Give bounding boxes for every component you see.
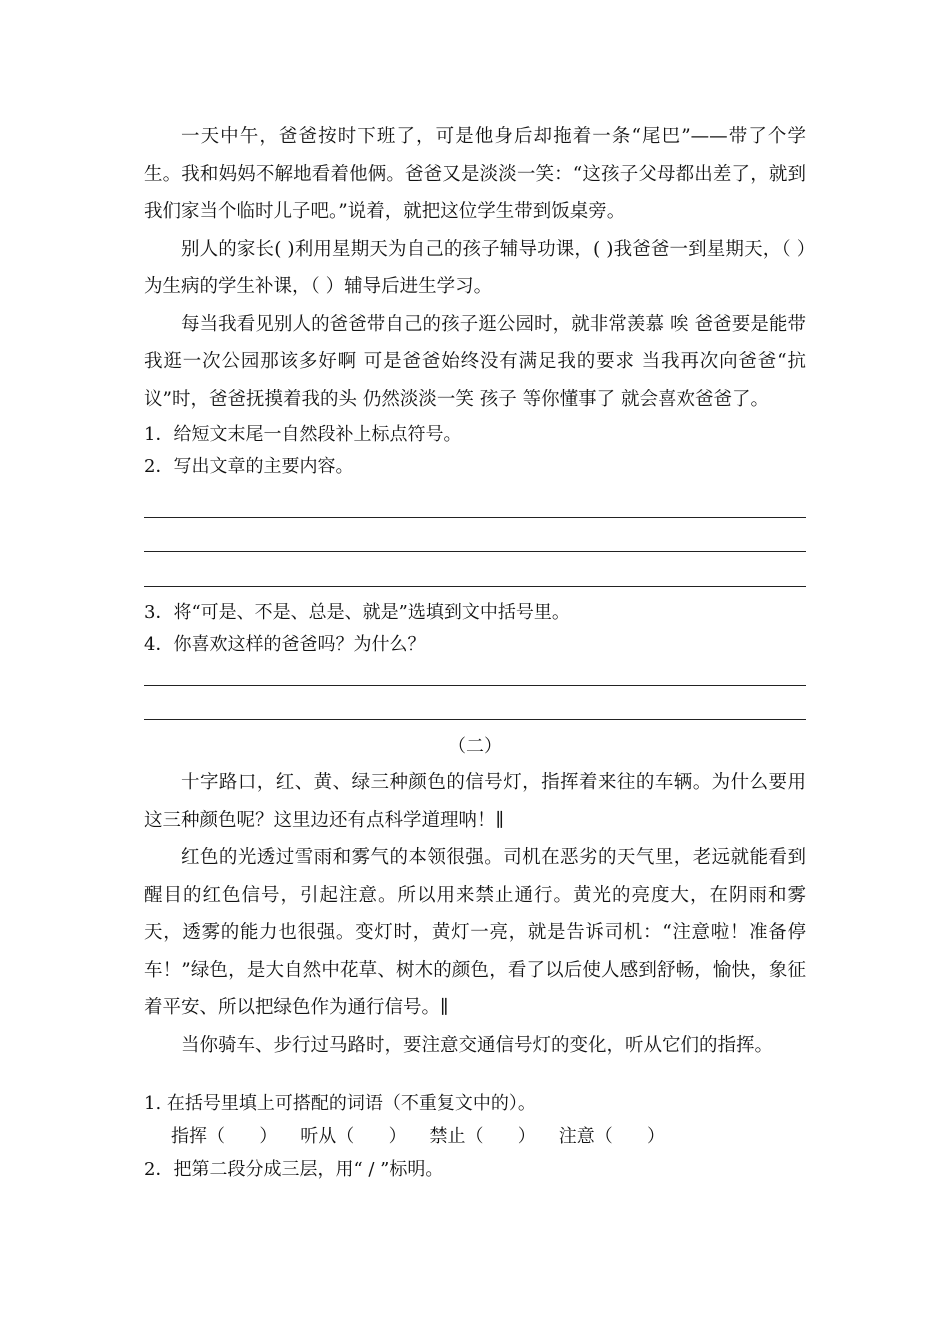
question-3: 3．将“可是、不是、总是、就是”选填到文中括号里。 (144, 601, 570, 623)
worksheet-page (144, 118, 806, 1186)
passage2-paragraph-2: 红色的光透过雪雨和雾气的本领很强。司机在恶劣的天气里，老远就能看到醒目的红色信号，引起注意。所以用来禁止通行。黄光的亮度大，在阴雨和雾天，透雾的能力也很强。变灯时，黄灯一亮，就是告诉司机：“注意啦！准备停车！”绿色，是大自然中花草、树木的颜色，看了以后使人感到舒畅，愉快，象征着平安、所以把绿色作为通行信号。∥ (144, 847, 806, 1018)
passage-paragraph-2: 别人的家长( )利用星期天为自己的孩子辅导功课，( )我爸爸一到星期天，（ ）为生病的学生补课，（ ）辅导后进生学习。 (144, 238, 806, 297)
fill-item-obey[interactable]: 听从（ ） (300, 1126, 407, 1147)
question2-2: 2．把第二段分成三层，用“ / ”标明。 (144, 1159, 444, 1180)
answer-line[interactable] (144, 552, 806, 587)
answer-line[interactable] (144, 518, 806, 553)
answer-line[interactable] (144, 686, 806, 721)
passage-paragraph-1: 一天中午，爸爸按时下班了，可是他身后却拖着一条“尾巴”——带了个学生。我和妈妈不解地看着他俩。爸爸又是淡淡一笑：“这孩子父母都出差了，就到我们家当个临时儿子吧。”说着，就把这位学生带到饭桌旁。 (144, 126, 806, 222)
answer-area-q2[interactable] (144, 483, 806, 587)
question-1: 1．给短文末尾一自然段补上标点符号。 (144, 424, 462, 445)
answer-line[interactable] (144, 483, 806, 518)
fill-item-command[interactable]: 指挥（ ） (171, 1126, 278, 1147)
answer-line[interactable] (144, 661, 806, 686)
question-2: 2．写出文章的主要内容。 (144, 456, 354, 477)
fill-item-notice[interactable]: 注意（ ） (558, 1126, 666, 1147)
passage-paragraph-3: 每当我看见别人的爸爸带自己的孩子逛公园时，就非常羡慕 唉 爸爸要是能带我逛一次公园那该多好啊 可是爸爸始终没有满足我的要求 当我再次向爸爸“抗议”时，爸爸抚摸着我的头 仍然淡淡一笑 孩子 等你懂事了 就会喜欢爸爸了。 (144, 313, 806, 410)
passage2-paragraph-3: 当你骑车、步行过马路时，要注意交通信号灯的变化，听从它们的指挥。 (181, 1034, 774, 1056)
question2-1: 1. 在括号里填上可搭配的词语（不重复文中的）。 (144, 1093, 536, 1114)
section-heading: （二） (448, 736, 502, 757)
fill-blank-row (144, 1120, 806, 1154)
fill-item-forbid[interactable]: 禁止（ ） (429, 1126, 536, 1147)
question-4: 4．你喜欢这样的爸爸吗？为什么？ (144, 633, 426, 655)
passage2-paragraph-1: 十字路口，红、黄、绿三种颜色的信号灯，指挥着来往的车辆。为什么要用这三种颜色呢？这里边还有点科学道理呐！∥ (144, 772, 806, 831)
answer-area-q4[interactable] (144, 661, 806, 721)
